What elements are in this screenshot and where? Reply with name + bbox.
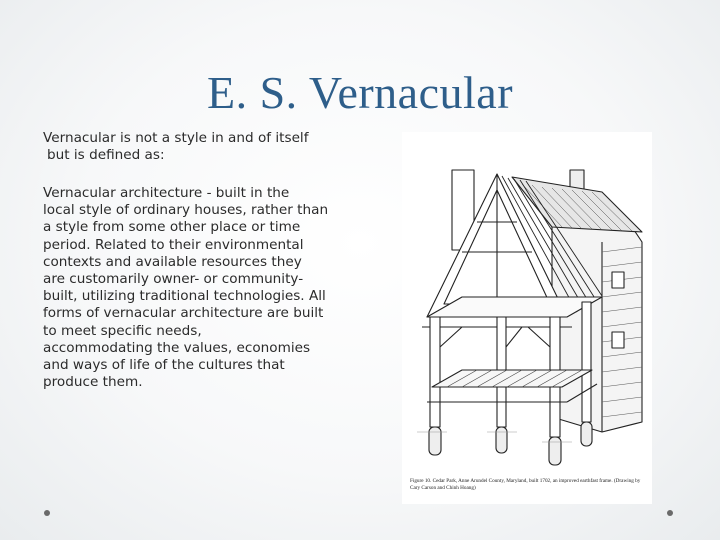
intro-text bbox=[43, 130, 373, 164]
definition-text: Vernacular architecture - built in the local style of ordinary houses, rather than a style from some other place or time period. Related to their environmental contexts and available resources they are customarily owner- or community- built, utilizing traditional technologies. All forms of vernacular architecture are built to meet specific needs, accommodating the values, economies and ways of life of the cultures that produce them. bbox=[43, 185, 329, 391]
house-frame-drawing bbox=[402, 132, 652, 504]
intro-line-1: Vernacular is not a style in and of itself bbox=[43, 130, 309, 146]
bullet-dot-left bbox=[44, 510, 50, 516]
bullet-dot-right bbox=[667, 510, 673, 516]
intro-line-2: but is defined as: bbox=[47, 147, 165, 163]
timber-frame-illustration bbox=[402, 132, 652, 472]
figure-caption: Figure 10. Cedar Park, Anne Arundel County, Maryland, built 1702, an improved earthfast frame. (Drawing by Cary Carson and Chinh Hoang) bbox=[410, 478, 641, 491]
slide-title: E. S. Vernacular bbox=[206, 67, 514, 118]
